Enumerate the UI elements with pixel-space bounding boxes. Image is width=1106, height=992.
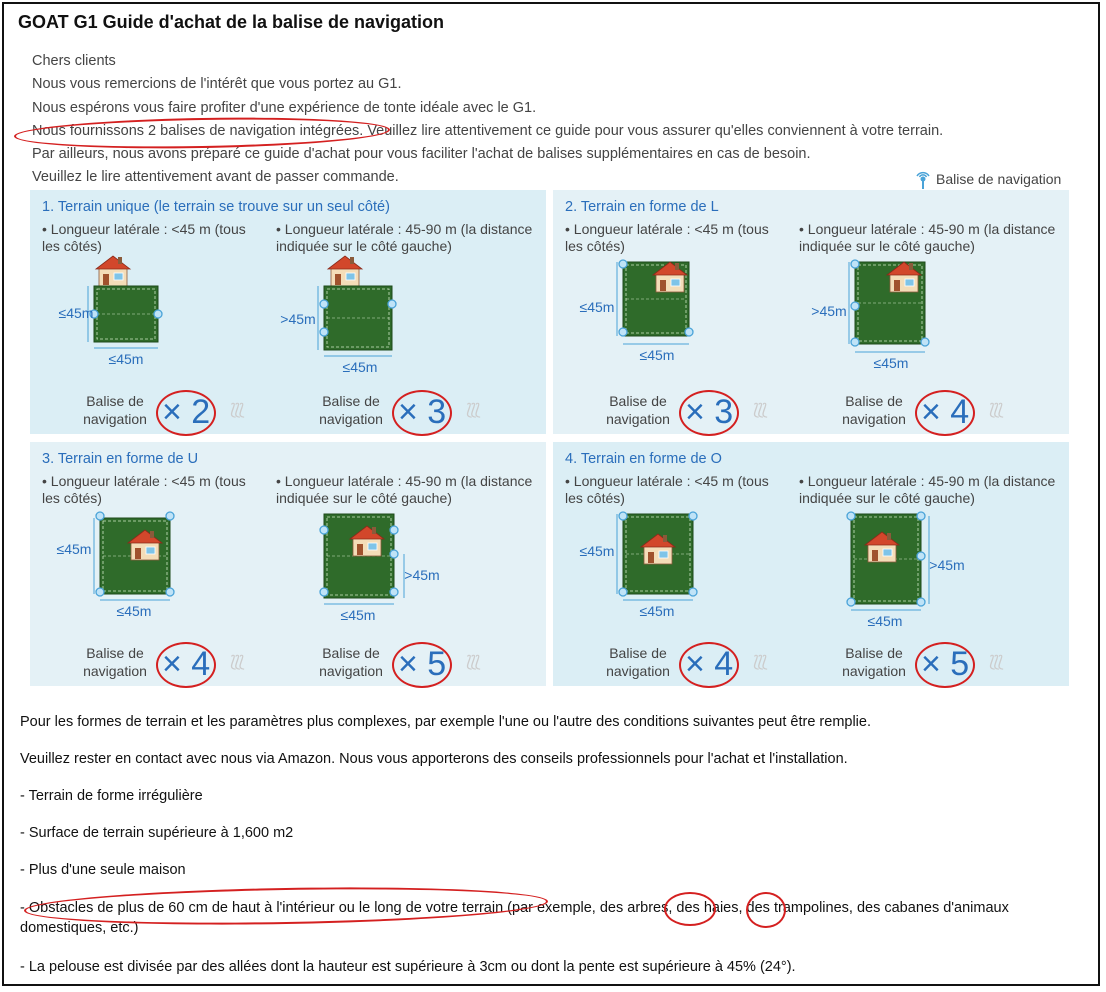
panel-single — [30, 190, 546, 434]
balise-label — [593, 392, 683, 428]
beacon-marker — [320, 300, 328, 308]
panel-u-shape — [30, 442, 546, 686]
condition-short: • Longueur latérale : <45 m (tous les côtés) — [42, 221, 246, 254]
balise-label-line: navigation — [842, 663, 906, 679]
intro-line: Nous espérons vous faire profiter d'une expérience de tonte idéale avec le G1. — [32, 99, 537, 116]
beacon-marker — [917, 598, 925, 606]
lawn — [324, 286, 392, 350]
panel-title: 4. Terrain en forme de O — [565, 451, 722, 467]
body-paragraph: Pour les formes de terrain et les paramètres plus complexes, par exemple l'une ou l'autre des conditions suivantes peut être remplie. — [20, 714, 871, 730]
beacon-count: × 4 — [162, 645, 211, 683]
beacon-count: × 2 — [162, 393, 211, 431]
intro-line: Nous vous remercions de l'intérêt que vous portez au G1. — [32, 76, 402, 93]
beacon-marker — [166, 588, 174, 596]
signal-icon: ⟅⟅⟅ — [466, 402, 479, 419]
dimension-label: ≤45m — [639, 603, 675, 619]
list-item: - La pelouse est divisée par des allées dont la hauteur est supérieure à 3cm ou dont la pente est supérieure à 45% (24°). — [20, 959, 796, 975]
beacon-marker — [166, 512, 174, 520]
lot-diagram — [52, 256, 222, 378]
beacon-marker — [96, 512, 104, 520]
beacon-marker — [320, 588, 328, 596]
balise-label — [829, 644, 919, 680]
dimension-label: >45m — [811, 303, 847, 319]
signal-icon: ⟅⟅⟅ — [230, 402, 243, 419]
intro-line: Par ailleurs, nous avons préparé ce guide d'achat pour vous faciliter l'achat de balises supplémentaires en cas de besoin. — [32, 146, 811, 163]
balise-label-line: navigation — [606, 663, 670, 679]
list-item: - Obstacles de plus de 60 cm de haut à l'intérieur ou le long de votre terrain (par exemple, des arbres, des haies, des trampolines, des cabanes d'animaux domestiques, etc.) — [20, 900, 1009, 936]
dimension-label: ≤45m — [873, 355, 909, 371]
list-item: - Terrain de forme irrégulière — [20, 788, 203, 804]
balise-label — [593, 644, 683, 680]
balise-label — [70, 392, 160, 428]
balise-label-line: navigation — [606, 411, 670, 427]
beacon-marker — [851, 338, 859, 346]
legend-label: Balise de navigation — [936, 171, 1062, 187]
beacon-marker — [847, 598, 855, 606]
dimension-label: ≤45m — [340, 607, 376, 623]
beacon-marker — [619, 260, 627, 268]
dimension-label: ≤45m — [579, 299, 615, 315]
beacon-marker — [619, 328, 627, 336]
intro-line: Nous fournissons 2 balises de navigation intégrées. Veuillez lire attentivement ce guide pour vous assurer qu'elles conviennent à votre terrain. — [32, 122, 944, 139]
signal-icon: ⟅⟅⟅ — [753, 654, 766, 671]
balise-label-line: Balise de — [609, 645, 667, 661]
balise-label-line: Balise de — [845, 393, 903, 409]
dimension-label: ≤45m — [342, 359, 378, 375]
condition-short: • Longueur latérale : <45 m (tous les côtés) — [565, 221, 769, 254]
balise-label-line: navigation — [83, 663, 147, 679]
beacon-marker — [96, 588, 104, 596]
balise-label-line: navigation — [319, 663, 383, 679]
beacon-marker — [685, 328, 693, 336]
beacon-marker — [917, 512, 925, 520]
list-item: - Plus d'une seule maison — [20, 862, 186, 878]
beacon-marker — [689, 588, 697, 596]
panel-title: 1. Terrain unique (le terrain se trouve sur un seul côté) — [42, 199, 390, 215]
condition-short: • Longueur latérale : <45 m (tous les côtés) — [42, 473, 246, 506]
beacon-marker — [847, 512, 855, 520]
panel-title: 3. Terrain en forme de U — [42, 451, 199, 467]
beacon-count: × 5 — [921, 645, 970, 683]
condition-long: • Longueur latérale : 45-90 m (la distance indiquée sur le côté gauche) — [799, 221, 1056, 254]
body-paragraph: Veuillez rester en contact avec nous via Amazon. Nous vous apporterons des conseils professionnels pour l'achat et l'installation. — [20, 751, 848, 767]
beacon-marker — [917, 552, 925, 560]
legend — [914, 168, 1061, 190]
beacon-count: × 3 — [685, 393, 734, 431]
panel-o-shape — [553, 442, 1069, 686]
house-icon — [328, 256, 362, 286]
dimension-label: ≤45m — [108, 351, 144, 367]
signal-icon: ⟅⟅⟅ — [466, 654, 479, 671]
beacon-marker — [619, 512, 627, 520]
condition-long: • Longueur latérale : 45-90 m (la distance indiquée sur le côté gauche) — [276, 221, 533, 254]
beacon-count: × 4 — [921, 393, 970, 431]
guide-frame — [2, 2, 1100, 986]
panel-l-shape — [553, 190, 1069, 434]
signal-icon: ⟅⟅⟅ — [989, 402, 1002, 419]
dimension-label: ≤45m — [56, 541, 92, 557]
beacon-marker — [320, 328, 328, 336]
list-item: - Surface de terrain supérieure à 1,600 m2 — [20, 825, 294, 841]
dimension-label: ≤45m — [639, 347, 675, 363]
balise-label — [70, 644, 160, 680]
beacon-count: × 3 — [398, 393, 447, 431]
lot-diagram — [575, 508, 745, 630]
dimension-label: ≤45m — [867, 613, 903, 629]
dimension-label: ≤45m — [116, 603, 152, 619]
balise-label-line: Balise de — [86, 645, 144, 661]
beacon-marker — [320, 526, 328, 534]
condition-long: • Longueur latérale : 45-90 m (la distance indiquée sur le côté gauche) — [799, 473, 1056, 506]
intro-line: Chers clients — [32, 53, 116, 69]
balise-label-line: Balise de — [609, 393, 667, 409]
beacon-marker — [619, 588, 627, 596]
balise-label-line: Balise de — [86, 393, 144, 409]
signal-icon: ⟅⟅⟅ — [230, 654, 243, 671]
dimension-label: ≤45m — [58, 305, 94, 321]
dimension-label: >45m — [404, 567, 440, 583]
beacon-marker — [390, 588, 398, 596]
dimension-label: ≤45m — [579, 543, 615, 559]
beacon-marker — [388, 300, 396, 308]
beacon-marker — [390, 550, 398, 558]
balise-label-line: Balise de — [845, 645, 903, 661]
house-icon — [96, 256, 130, 286]
balise-label — [306, 392, 396, 428]
lot-diagram — [280, 256, 458, 378]
balise-label-line: Balise de — [322, 645, 380, 661]
beacon-marker — [921, 338, 929, 346]
balise-label — [829, 392, 919, 428]
beacon-icon — [914, 168, 932, 190]
beacon-marker — [390, 526, 398, 534]
beacon-marker — [851, 302, 859, 310]
lot-diagram — [52, 508, 222, 630]
beacon-marker — [154, 310, 162, 318]
signal-icon: ⟅⟅⟅ — [753, 402, 766, 419]
panel-title: 2. Terrain en forme de L — [565, 199, 719, 215]
dimension-label: >45m — [929, 557, 965, 573]
balise-label-line: navigation — [842, 411, 906, 427]
beacon-marker — [689, 512, 697, 520]
balise-label-line: navigation — [83, 411, 147, 427]
lot-diagram — [811, 508, 981, 630]
balise-label-line: navigation — [319, 411, 383, 427]
intro-line: Veuillez le lire attentivement avant de passer commande. — [32, 169, 399, 186]
dimension-label: >45m — [280, 311, 316, 327]
beacon-count: × 4 — [685, 645, 734, 683]
lawn — [94, 286, 158, 342]
beacon-count: × 5 — [398, 645, 447, 683]
signal-icon: ⟅⟅⟅ — [989, 654, 1002, 671]
page-title: GOAT G1 Guide d'achat de la balise de navigation — [18, 12, 445, 32]
lot-diagram — [288, 508, 458, 630]
condition-short: • Longueur latérale : <45 m (tous les côtés) — [565, 473, 769, 506]
lot-diagram — [811, 256, 981, 378]
condition-long: • Longueur latérale : 45-90 m (la distance indiquée sur le côté gauche) — [276, 473, 533, 506]
lot-diagram — [575, 256, 745, 378]
balise-label-line: Balise de — [322, 393, 380, 409]
balise-label — [306, 644, 396, 680]
beacon-marker — [851, 260, 859, 268]
